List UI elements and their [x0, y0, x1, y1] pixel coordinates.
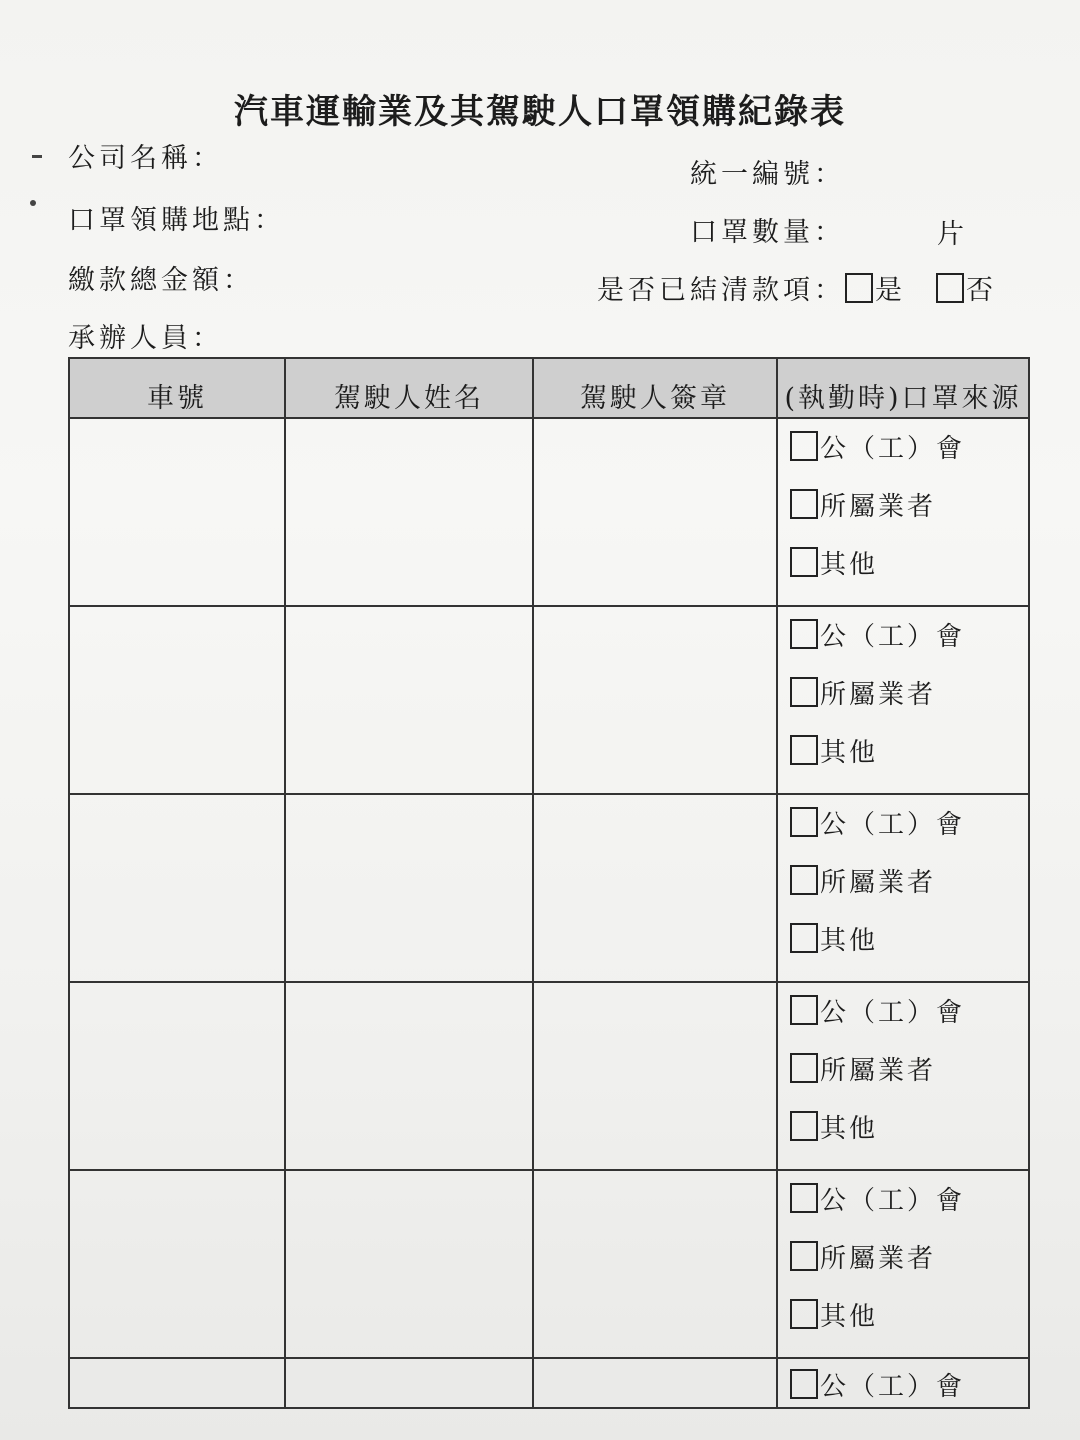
source-option-union	[790, 1369, 1028, 1403]
source-checkbox[interactable]	[790, 1299, 818, 1329]
plate-number-cell[interactable]	[69, 1170, 285, 1358]
source-option-operator	[790, 677, 1028, 735]
source-checkbox[interactable]	[790, 1053, 818, 1083]
company-name-label: 公司名稱：	[68, 143, 223, 174]
plate-number-cell[interactable]	[69, 794, 285, 982]
source-label: 其他	[820, 1302, 879, 1332]
header-driver-signature: 駕駛人簽章	[533, 358, 777, 418]
source-checkbox[interactable]	[790, 807, 818, 837]
plate-number-cell[interactable]	[69, 1358, 285, 1408]
source-option-operator	[790, 1241, 1028, 1299]
source-checkbox[interactable]	[790, 995, 818, 1025]
source-checkbox[interactable]	[790, 1111, 818, 1141]
driver-name-cell[interactable]	[285, 982, 533, 1170]
header-driver-name: 駕駛人姓名	[285, 358, 533, 418]
driver-name-cell[interactable]	[285, 794, 533, 982]
source-option-operator	[790, 1053, 1028, 1111]
driver-name-cell[interactable]	[285, 1170, 533, 1358]
tax-id-label: 統一編號：	[690, 159, 845, 190]
source-option-union	[790, 1183, 1028, 1241]
mask-source-cell	[777, 794, 1029, 982]
settled-question	[597, 268, 997, 307]
mask-source-cell	[777, 606, 1029, 794]
table-row	[69, 1358, 1029, 1408]
quantity-unit: 片	[937, 219, 968, 250]
source-checkbox[interactable]	[790, 431, 818, 461]
driver-name-cell[interactable]	[285, 418, 533, 606]
mask-source-cell	[777, 1170, 1029, 1358]
source-checkbox[interactable]	[790, 489, 818, 519]
source-option-operator	[790, 489, 1028, 547]
source-label: 其他	[820, 738, 879, 768]
table-header-row	[69, 358, 1029, 418]
driver-name-cell[interactable]	[285, 1358, 533, 1408]
table-row	[69, 1170, 1029, 1358]
record-table	[68, 357, 1028, 1409]
source-label: 所屬業者	[820, 868, 937, 898]
table-row	[69, 606, 1029, 794]
margin-mark	[32, 155, 42, 158]
source-label: 公（工）會	[820, 1372, 966, 1402]
settled-yes-label: 是	[875, 275, 906, 306]
source-option-other	[790, 547, 1028, 605]
source-option-other	[790, 923, 1028, 981]
source-checkbox[interactable]	[790, 865, 818, 895]
source-option-other	[790, 735, 1028, 793]
driver-signature-cell[interactable]	[533, 1358, 777, 1408]
source-checkbox[interactable]	[790, 619, 818, 649]
driver-signature-cell[interactable]	[533, 418, 777, 606]
settled-no-label: 否	[966, 275, 997, 306]
mask-source-cell	[777, 1358, 1029, 1408]
source-option-union	[790, 995, 1028, 1053]
header-mask-source: (執勤時)口罩來源	[777, 358, 1029, 418]
mask-source-cell	[777, 982, 1029, 1170]
form-title: 汽車運輸業及其駕駛人口罩領購紀錄表	[234, 92, 846, 132]
settled-no-checkbox[interactable]	[936, 273, 964, 303]
source-label: 其他	[820, 926, 879, 956]
source-checkbox[interactable]	[790, 677, 818, 707]
driver-signature-cell[interactable]	[533, 1170, 777, 1358]
source-checkbox[interactable]	[790, 1241, 818, 1271]
source-option-operator	[790, 865, 1028, 923]
source-label: 所屬業者	[820, 1056, 937, 1086]
pickup-location-label: 口罩領購地點：	[68, 205, 285, 236]
source-label: 所屬業者	[820, 1244, 937, 1274]
source-option-union	[790, 807, 1028, 865]
source-label: 其他	[820, 550, 879, 580]
handler-label: 承辦人員：	[68, 323, 223, 354]
source-checkbox[interactable]	[790, 923, 818, 953]
table-row	[69, 982, 1029, 1170]
table-row	[69, 418, 1029, 606]
source-option-union	[790, 431, 1028, 489]
header-plate-number: 車號	[69, 358, 285, 418]
source-option-other	[790, 1111, 1028, 1169]
driver-signature-cell[interactable]	[533, 606, 777, 794]
source-label: 所屬業者	[820, 680, 937, 710]
source-checkbox[interactable]	[790, 547, 818, 577]
plate-number-cell[interactable]	[69, 606, 285, 794]
source-label: 公（工）會	[820, 998, 966, 1028]
source-checkbox[interactable]	[790, 735, 818, 765]
mask-source-cell	[777, 418, 1029, 606]
plate-number-cell[interactable]	[69, 418, 285, 606]
source-label: 公（工）會	[820, 1186, 966, 1216]
driver-name-cell[interactable]	[285, 606, 533, 794]
source-label: 其他	[820, 1114, 879, 1144]
driver-signature-cell[interactable]	[533, 982, 777, 1170]
table-row	[69, 794, 1029, 982]
source-option-union	[790, 619, 1028, 677]
settled-yes-checkbox[interactable]	[845, 273, 873, 303]
source-label: 公（工）會	[820, 810, 966, 840]
margin-mark	[30, 200, 36, 206]
total-payment-label: 繳款總金額：	[68, 265, 254, 296]
source-label: 公（工）會	[820, 622, 966, 652]
mask-quantity-label: 口罩數量：	[690, 217, 845, 248]
plate-number-cell[interactable]	[69, 982, 285, 1170]
settled-question-label: 是否已結清款項：	[597, 275, 845, 306]
source-checkbox[interactable]	[790, 1369, 818, 1399]
source-option-other	[790, 1299, 1028, 1357]
source-label: 公（工）會	[820, 434, 966, 464]
source-checkbox[interactable]	[790, 1183, 818, 1213]
driver-signature-cell[interactable]	[533, 794, 777, 982]
source-label: 所屬業者	[820, 492, 937, 522]
